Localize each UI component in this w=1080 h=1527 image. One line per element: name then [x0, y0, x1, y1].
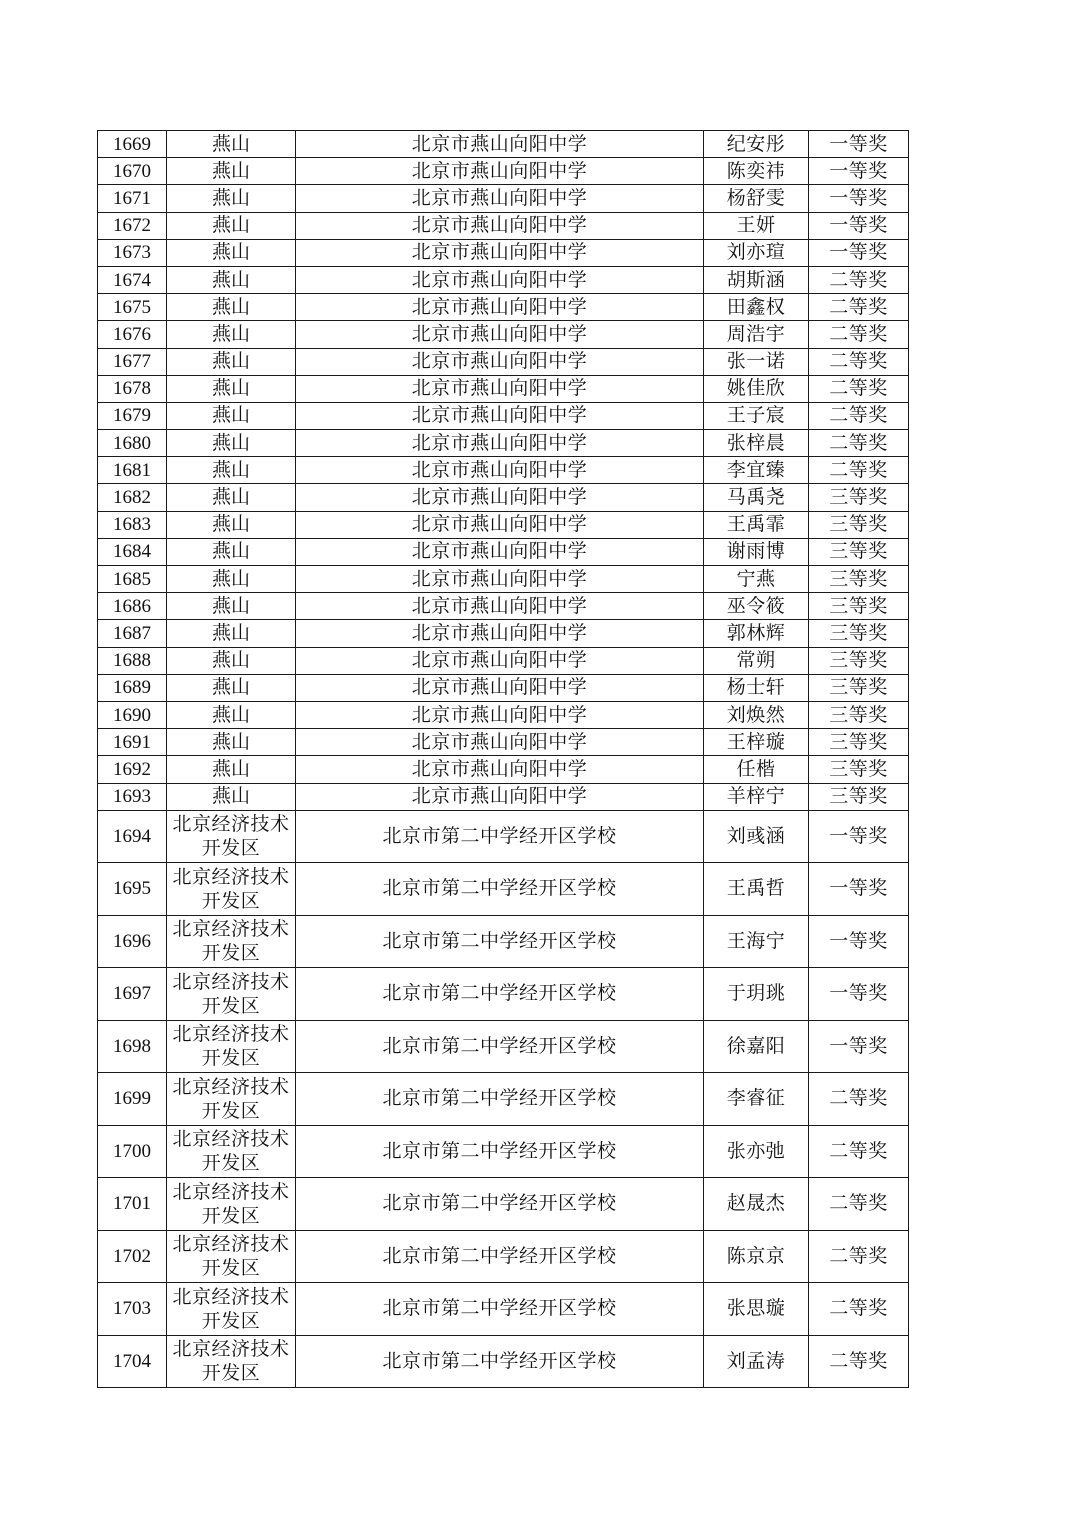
award-level-cell: 二等奖	[809, 266, 909, 293]
row-number: 1675	[98, 294, 167, 321]
student-name-cell: 胡斯涵	[704, 266, 809, 293]
school-cell: 北京市燕山向阳中学	[296, 756, 704, 783]
student-name-cell: 徐嘉阳	[704, 1020, 809, 1073]
row-number: 1703	[98, 1283, 167, 1336]
school-cell: 北京市第二中学经开区学校	[296, 1073, 704, 1126]
table-row	[98, 674, 909, 701]
table-row	[98, 430, 909, 457]
table-row	[98, 1125, 909, 1178]
table-row	[98, 158, 909, 185]
award-level-cell: 三等奖	[809, 701, 909, 728]
row-number: 1694	[98, 810, 167, 863]
student-name-cell: 王妍	[704, 212, 809, 239]
award-level-cell: 三等奖	[809, 729, 909, 756]
school-cell: 北京市燕山向阳中学	[296, 457, 704, 484]
student-name-cell: 纪安彤	[704, 131, 809, 158]
row-number: 1673	[98, 239, 167, 266]
school-cell: 北京市燕山向阳中学	[296, 430, 704, 457]
district-cell: 北京经济技术开发区	[167, 1020, 296, 1073]
row-number: 1671	[98, 185, 167, 212]
row-number: 1688	[98, 647, 167, 674]
district-cell: 燕山	[167, 729, 296, 756]
row-number: 1672	[98, 212, 167, 239]
table-row	[98, 185, 909, 212]
award-level-cell: 三等奖	[809, 593, 909, 620]
row-number: 1680	[98, 430, 167, 457]
district-cell: 北京经济技术开发区	[167, 1283, 296, 1336]
school-cell: 北京市燕山向阳中学	[296, 239, 704, 266]
school-cell: 北京市燕山向阳中学	[296, 783, 704, 810]
row-number: 1683	[98, 511, 167, 538]
district-cell: 燕山	[167, 674, 296, 701]
row-number: 1691	[98, 729, 167, 756]
award-level-cell: 二等奖	[809, 457, 909, 484]
student-name-cell: 王海宁	[704, 915, 809, 968]
school-cell: 北京市燕山向阳中学	[296, 701, 704, 728]
district-cell: 燕山	[167, 701, 296, 728]
district-cell: 北京经济技术开发区	[167, 968, 296, 1021]
district-cell: 北京经济技术开发区	[167, 1073, 296, 1126]
row-number: 1693	[98, 783, 167, 810]
district-cell: 燕山	[167, 158, 296, 185]
student-name-cell: 王子宸	[704, 402, 809, 429]
district-cell: 北京经济技术开发区	[167, 863, 296, 916]
award-level-cell: 二等奖	[809, 1073, 909, 1126]
row-number: 1689	[98, 674, 167, 701]
row-number: 1682	[98, 484, 167, 511]
row-number: 1685	[98, 566, 167, 593]
table-row	[98, 402, 909, 429]
district-cell: 燕山	[167, 756, 296, 783]
student-name-cell: 杨士轩	[704, 674, 809, 701]
award-level-cell: 一等奖	[809, 915, 909, 968]
student-name-cell: 刘焕然	[704, 701, 809, 728]
row-number: 1698	[98, 1020, 167, 1073]
school-cell: 北京市燕山向阳中学	[296, 511, 704, 538]
table-row	[98, 756, 909, 783]
student-name-cell: 赵晟杰	[704, 1178, 809, 1231]
school-cell: 北京市燕山向阳中学	[296, 729, 704, 756]
award-level-cell: 二等奖	[809, 1283, 909, 1336]
school-cell: 北京市燕山向阳中学	[296, 566, 704, 593]
table-row	[98, 968, 909, 1021]
student-name-cell: 常朔	[704, 647, 809, 674]
award-table-body	[98, 131, 909, 1388]
award-level-cell: 二等奖	[809, 1335, 909, 1388]
student-name-cell: 羊梓宁	[704, 783, 809, 810]
district-cell: 燕山	[167, 185, 296, 212]
school-cell: 北京市燕山向阳中学	[296, 294, 704, 321]
school-cell: 北京市第二中学经开区学校	[296, 810, 704, 863]
table-row	[98, 1020, 909, 1073]
student-name-cell: 陈奕祎	[704, 158, 809, 185]
award-level-cell: 二等奖	[809, 294, 909, 321]
student-name-cell: 张思璇	[704, 1283, 809, 1336]
table-row	[98, 294, 909, 321]
school-cell: 北京市燕山向阳中学	[296, 593, 704, 620]
award-level-cell: 一等奖	[809, 131, 909, 158]
school-cell: 北京市燕山向阳中学	[296, 348, 704, 375]
district-cell: 燕山	[167, 538, 296, 565]
award-level-cell: 二等奖	[809, 430, 909, 457]
award-level-cell: 一等奖	[809, 810, 909, 863]
student-name-cell: 谢雨博	[704, 538, 809, 565]
district-cell: 燕山	[167, 239, 296, 266]
row-number: 1679	[98, 402, 167, 429]
school-cell: 北京市第二中学经开区学校	[296, 1283, 704, 1336]
district-cell: 燕山	[167, 783, 296, 810]
table-row	[98, 212, 909, 239]
district-cell: 北京经济技术开发区	[167, 1178, 296, 1231]
row-number: 1699	[98, 1073, 167, 1126]
student-name-cell: 张亦弛	[704, 1125, 809, 1178]
table-row	[98, 593, 909, 620]
row-number: 1690	[98, 701, 167, 728]
award-level-cell: 二等奖	[809, 1230, 909, 1283]
row-number: 1684	[98, 538, 167, 565]
school-cell: 北京市第二中学经开区学校	[296, 1178, 704, 1231]
student-name-cell: 杨舒雯	[704, 185, 809, 212]
row-number: 1687	[98, 620, 167, 647]
award-level-cell: 一等奖	[809, 185, 909, 212]
student-name-cell: 张一诺	[704, 348, 809, 375]
award-level-cell: 二等奖	[809, 402, 909, 429]
row-number: 1701	[98, 1178, 167, 1231]
award-list-table	[97, 130, 909, 1388]
school-cell: 北京市燕山向阳中学	[296, 402, 704, 429]
school-cell: 北京市燕山向阳中学	[296, 538, 704, 565]
student-name-cell: 王梓璇	[704, 729, 809, 756]
student-name-cell: 于玥珧	[704, 968, 809, 1021]
table-row	[98, 375, 909, 402]
district-cell: 燕山	[167, 348, 296, 375]
district-cell: 燕山	[167, 266, 296, 293]
award-level-cell: 一等奖	[809, 212, 909, 239]
table-row	[98, 131, 909, 158]
student-name-cell: 王禹哲	[704, 863, 809, 916]
award-level-cell: 三等奖	[809, 783, 909, 810]
student-name-cell: 郭林辉	[704, 620, 809, 647]
award-level-cell: 三等奖	[809, 484, 909, 511]
student-name-cell: 巫令筱	[704, 593, 809, 620]
award-level-cell: 二等奖	[809, 1125, 909, 1178]
table-row	[98, 1335, 909, 1388]
district-cell: 燕山	[167, 484, 296, 511]
table-row	[98, 538, 909, 565]
table-row	[98, 1178, 909, 1231]
award-level-cell: 二等奖	[809, 1178, 909, 1231]
student-name-cell: 刘孟涛	[704, 1335, 809, 1388]
table-row	[98, 1073, 909, 1126]
student-name-cell: 刘亦瑄	[704, 239, 809, 266]
school-cell: 北京市第二中学经开区学校	[296, 1020, 704, 1073]
row-number: 1678	[98, 375, 167, 402]
district-cell: 燕山	[167, 620, 296, 647]
district-cell: 北京经济技术开发区	[167, 1335, 296, 1388]
table-row	[98, 701, 909, 728]
table-row	[98, 266, 909, 293]
district-cell: 燕山	[167, 647, 296, 674]
table-row	[98, 863, 909, 916]
row-number: 1677	[98, 348, 167, 375]
district-cell: 燕山	[167, 375, 296, 402]
award-level-cell: 二等奖	[809, 321, 909, 348]
district-cell: 北京经济技术开发区	[167, 1230, 296, 1283]
district-cell: 燕山	[167, 457, 296, 484]
row-number: 1674	[98, 266, 167, 293]
district-cell: 燕山	[167, 131, 296, 158]
table-row	[98, 321, 909, 348]
row-number: 1700	[98, 1125, 167, 1178]
table-row	[98, 484, 909, 511]
student-name-cell: 田鑫权	[704, 294, 809, 321]
row-number: 1696	[98, 915, 167, 968]
school-cell: 北京市燕山向阳中学	[296, 375, 704, 402]
award-level-cell: 一等奖	[809, 1020, 909, 1073]
table-row	[98, 783, 909, 810]
award-level-cell: 二等奖	[809, 348, 909, 375]
student-name-cell: 宁燕	[704, 566, 809, 593]
district-cell: 北京经济技术开发区	[167, 915, 296, 968]
school-cell: 北京市燕山向阳中学	[296, 185, 704, 212]
table-row	[98, 915, 909, 968]
district-cell: 北京经济技术开发区	[167, 1125, 296, 1178]
row-number: 1670	[98, 158, 167, 185]
row-number: 1704	[98, 1335, 167, 1388]
student-name-cell: 任楷	[704, 756, 809, 783]
row-number: 1669	[98, 131, 167, 158]
school-cell: 北京市燕山向阳中学	[296, 266, 704, 293]
school-cell: 北京市燕山向阳中学	[296, 674, 704, 701]
student-name-cell: 刘彧涵	[704, 810, 809, 863]
school-cell: 北京市燕山向阳中学	[296, 484, 704, 511]
row-number: 1692	[98, 756, 167, 783]
district-cell: 北京经济技术开发区	[167, 810, 296, 863]
student-name-cell: 张梓晨	[704, 430, 809, 457]
table-row	[98, 729, 909, 756]
row-number: 1695	[98, 863, 167, 916]
award-level-cell: 三等奖	[809, 538, 909, 565]
district-cell: 燕山	[167, 294, 296, 321]
award-level-cell: 三等奖	[809, 566, 909, 593]
table-row	[98, 239, 909, 266]
award-level-cell: 一等奖	[809, 239, 909, 266]
award-level-cell: 二等奖	[809, 375, 909, 402]
student-name-cell: 姚佳欣	[704, 375, 809, 402]
district-cell: 燕山	[167, 402, 296, 429]
table-row	[98, 647, 909, 674]
school-cell: 北京市燕山向阳中学	[296, 321, 704, 348]
district-cell: 燕山	[167, 566, 296, 593]
table-row	[98, 511, 909, 538]
school-cell: 北京市第二中学经开区学校	[296, 968, 704, 1021]
table-row	[98, 1283, 909, 1336]
school-cell: 北京市第二中学经开区学校	[296, 863, 704, 916]
award-level-cell: 三等奖	[809, 674, 909, 701]
district-cell: 燕山	[167, 593, 296, 620]
school-cell: 北京市第二中学经开区学校	[296, 1230, 704, 1283]
school-cell: 北京市燕山向阳中学	[296, 212, 704, 239]
district-cell: 燕山	[167, 430, 296, 457]
table-row	[98, 457, 909, 484]
school-cell: 北京市第二中学经开区学校	[296, 1335, 704, 1388]
student-name-cell: 马禹尧	[704, 484, 809, 511]
award-level-cell: 三等奖	[809, 756, 909, 783]
district-cell: 燕山	[167, 511, 296, 538]
table-row	[98, 348, 909, 375]
student-name-cell: 李宜臻	[704, 457, 809, 484]
district-cell: 燕山	[167, 212, 296, 239]
award-level-cell: 一等奖	[809, 158, 909, 185]
row-number: 1697	[98, 968, 167, 1021]
award-level-cell: 三等奖	[809, 620, 909, 647]
table-row	[98, 1230, 909, 1283]
student-name-cell: 李睿征	[704, 1073, 809, 1126]
student-name-cell: 陈京京	[704, 1230, 809, 1283]
school-cell: 北京市燕山向阳中学	[296, 620, 704, 647]
award-level-cell: 三等奖	[809, 511, 909, 538]
student-name-cell: 王禹霏	[704, 511, 809, 538]
table-row	[98, 810, 909, 863]
award-level-cell: 一等奖	[809, 863, 909, 916]
student-name-cell: 周浩宇	[704, 321, 809, 348]
school-cell: 北京市燕山向阳中学	[296, 131, 704, 158]
table-row	[98, 620, 909, 647]
table-row	[98, 566, 909, 593]
row-number: 1686	[98, 593, 167, 620]
school-cell: 北京市第二中学经开区学校	[296, 1125, 704, 1178]
school-cell: 北京市燕山向阳中学	[296, 647, 704, 674]
school-cell: 北京市第二中学经开区学校	[296, 915, 704, 968]
row-number: 1702	[98, 1230, 167, 1283]
award-level-cell: 三等奖	[809, 647, 909, 674]
school-cell: 北京市燕山向阳中学	[296, 158, 704, 185]
district-cell: 燕山	[167, 321, 296, 348]
row-number: 1681	[98, 457, 167, 484]
award-level-cell: 一等奖	[809, 968, 909, 1021]
row-number: 1676	[98, 321, 167, 348]
